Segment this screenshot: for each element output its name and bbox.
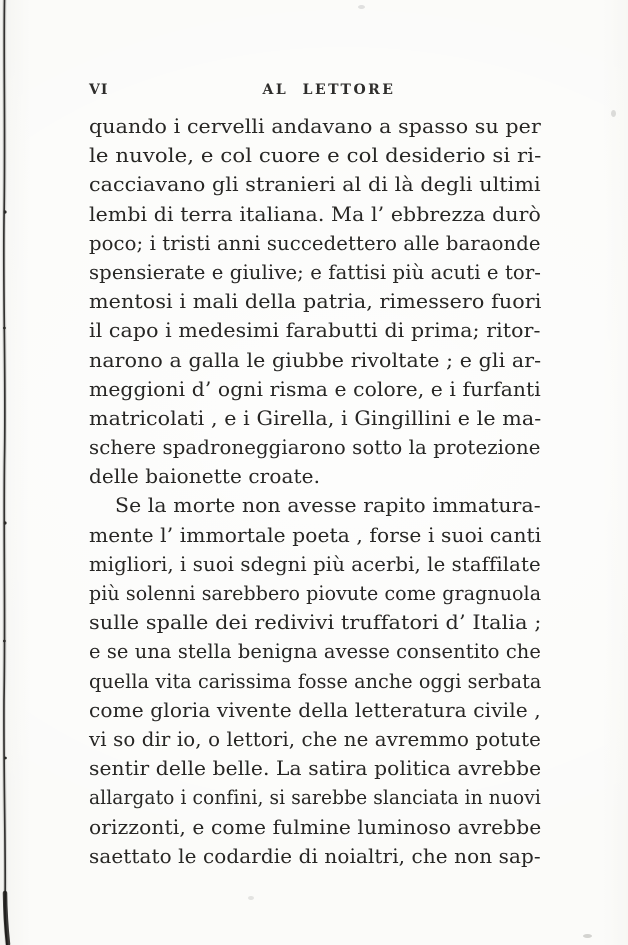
text-line: quella vita carissima fosse anche oggi serbata [89,668,542,693]
text-line: schere spadroneggiarono sotto la protezione [89,435,541,460]
text-line: saettato le codardie di noialtri, che non sap- [89,843,541,868]
text-line: sulle spalle dei redivivi truffatori d’ Italia ; [89,610,542,635]
text-line: lembi di terra italiana. Ma l’ ebbrezza durò [89,201,541,226]
text-line: mentosi i mali della patria, rimessero fuori [89,289,542,314]
page-number-label: VI [89,82,109,98]
text-line: Se la morte non avesse rapito immatura- [115,493,541,518]
text-line: sentir delle belle. La satira politica avrebbe [89,756,542,781]
scan-speck [611,110,616,117]
text-block [89,112,541,871]
scan-speck [583,934,592,938]
text-line: poco; i tristi anni succedettero alle baraonde [89,230,541,255]
text-line: come gloria vivente della letteratura civile , [89,697,541,722]
text-line: narono a galla le giubbe rivoltate ; e gli ar- [89,347,542,372]
text-line: matricolati , e i Girella, i Gingillini e le ma- [89,405,542,430]
text-line: vi so dir io, o lettori, che ne avremmo potute [89,726,541,751]
text-line: spensierate e giulive; e fattisi più acuti e tor- [89,259,542,284]
text-line: allargato i confini, si sarebbe slanciata in nuovi [89,785,541,810]
text-line: meggioni d’ ogni risma e colore, e i furfanti [89,376,541,401]
text-line: più solenni sarebbero piovute come gragnuola [89,581,542,605]
text-line: quando i cervelli andavano a spasso su per [89,114,541,138]
page-header [89,80,541,100]
text-line: e se una stella benigna avesse consentito che [89,639,541,664]
text-line: migliori, i suoi sdegni più acerbi, le staffilate [89,551,541,576]
text-line: delle baionette croate. [89,464,321,489]
text-line: mente l’ immortale poeta , forse i suoi canti [89,522,542,547]
running-title: AL LETTORE [262,82,396,98]
text-line: il capo i medesimi farabutti di prima; ritor- [89,318,541,343]
text-line: le nuvole, e col cuore e col desiderio si ri- [89,143,542,168]
text-line: orizzonti, e come fulmine luminoso avrebbe [89,814,542,839]
scan-speck [248,896,254,900]
text-line: cacciavano gli stranieri al di là degli ultimi [89,172,541,197]
scan-speck [358,5,365,9]
book-binding-edge [0,0,14,945]
